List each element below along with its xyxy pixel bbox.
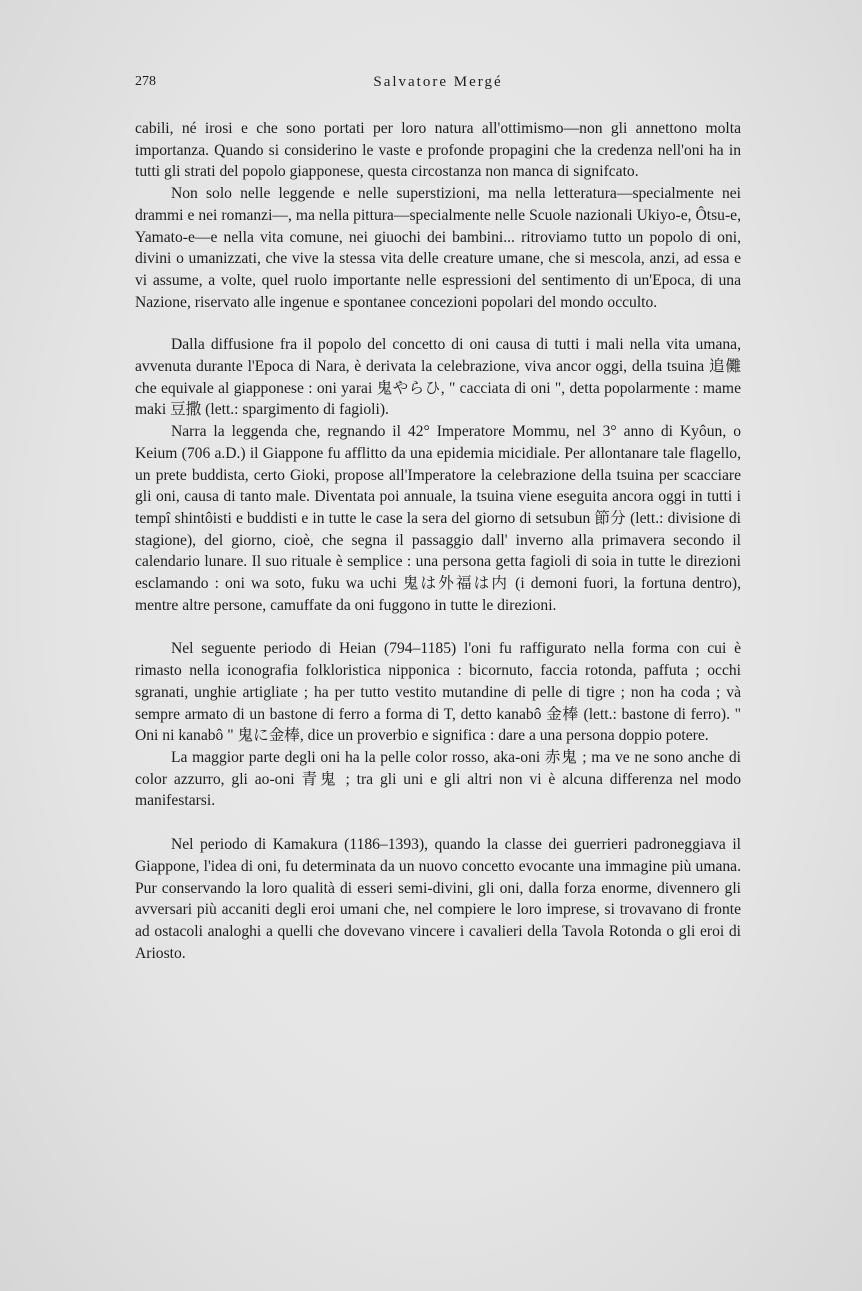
body-text [135,118,741,964]
paragraph-6: La maggior parte degli oni ha la pelle color rosso, aka-oni 赤鬼 ; ma ve ne sono anche di color azzurro, gli ao-oni 青鬼 ; tra gli uni e gli altri non vi è alcuna differenza nel modo manifestarsi. [135,748,741,810]
page-header [135,74,741,96]
paragraph-1: cabili, né irosi e che sono portati per loro natura all'ottimismo—non gli annettono molta importanza. Quando si considerino le vaste e profonde propagini che la credenza nell'oni ha in tutti gli strati del popolo giapponese, questa circostanza non manca di signifcato. [135,120,741,181]
paragraph-5: Nel seguente periodo di Heian (794–1185) l'oni fu raffigurato nella forma con cui è rimasto nella iconografia folkloristica nipponica : bicornuto, faccia rotonda, paffuta ; occhi sgranati, unghie artigliate ; ha per tutto vestito mutandine di pelle di tigre ; non ha coda ; và sempre armato di un bastone di ferro a forma di T, detto kanabô 金棒 (lett.: bastone di ferro). " Oni ni kanabô " 鬼に金棒, dice un proverbio e significa : dare a una persona doppio potere. [135,640,741,745]
paragraph-2: Non solo nelle leggende e nelle superstizioni, ma nella letteratura—specialmente nei drammi e nei romanzi—, ma nella pittura—specialmente nelle Scuole nazionali Ukiyo-e, Ôtsu-e, Yamato-e—e nella vita comune, nei giuochi dei bambini... ritroviamo tutto un popolo di oni, divini o umanizzati, che vive la stessa vita delle creature umane, che si mescola, anzi, ad essa e vi assume, a volte, quel ruolo importante nelle espressioni del sentimento di un'Epoca, di una Nazione, riservato alle ingenue e spontanee concezioni popolari del mondo occulto. [135,185,741,311]
page-number: 278 [135,74,156,89]
running-head: Salvatore Mergé [373,74,503,90]
paragraph-4: Narra la leggenda che, regnando il 42° Imperatore Mommu, nel 3° anno di Kyôun, o Keium (706 a.D.) il Giappone fu afflitto da una epidemia micidiale. Per allontanare tale flagello, un prete buddista, certo Gioki, propose all'Imperatore la celebrazione della tsuina per scacciare gli oni, causa di tanto male. Diventata poi annuale, la tsuina viene eseguita ancora oggi in tutti i tempî shintôisti e buddisti e in tutte le case la sera del giorno di setsubun 節分 (lett.: divisione di stagione), del giorno, cioè, che segna il passaggio dall' inverno alla primavera secondo il calendario lunare. Il suo rituale è semplice : una persona getta fagioli di soia in tutte le direzioni esclamando : oni wa soto, fuku wa uchi 鬼は外福は内 (i demoni fuori, la fortuna dentro), mentre altre persone, camuffate da oni fuggono in tutte le direzioni. [135,423,741,614]
paragraph-7: Nel periodo di Kamakura (1186–1393), quando la classe dei guerrieri padroneggiava il Giappone, l'idea di oni, fu determinata da un nuovo concetto evocante una immagine più umana. Pur conservando la loro qualità di esseri semi-divini, gli oni, dalla forza enorme, divennero gli avversari più accaniti degli eroi umani che, nel compiere le loro imprese, si trovavano di fronte ad ostacoli analoghi a quelli che dovevano vincere i cavalieri della Tavola Rotonda o gli eroi di Ariosto. [135,836,741,962]
paragraph-3: Dalla diffusione fra il popolo del concetto di oni causa di tutti i mali nella vita umana, avvenuta durante l'Epoca di Nara, è derivata la celebrazione, viva ancor oggi, della tsuina 追儺 che equivale al giapponese : oni yarai 鬼やらひ, " cacciata di oni ", detta popolarmente : mame maki 豆撒 (lett.: spargimento di fagioli). [135,336,741,419]
